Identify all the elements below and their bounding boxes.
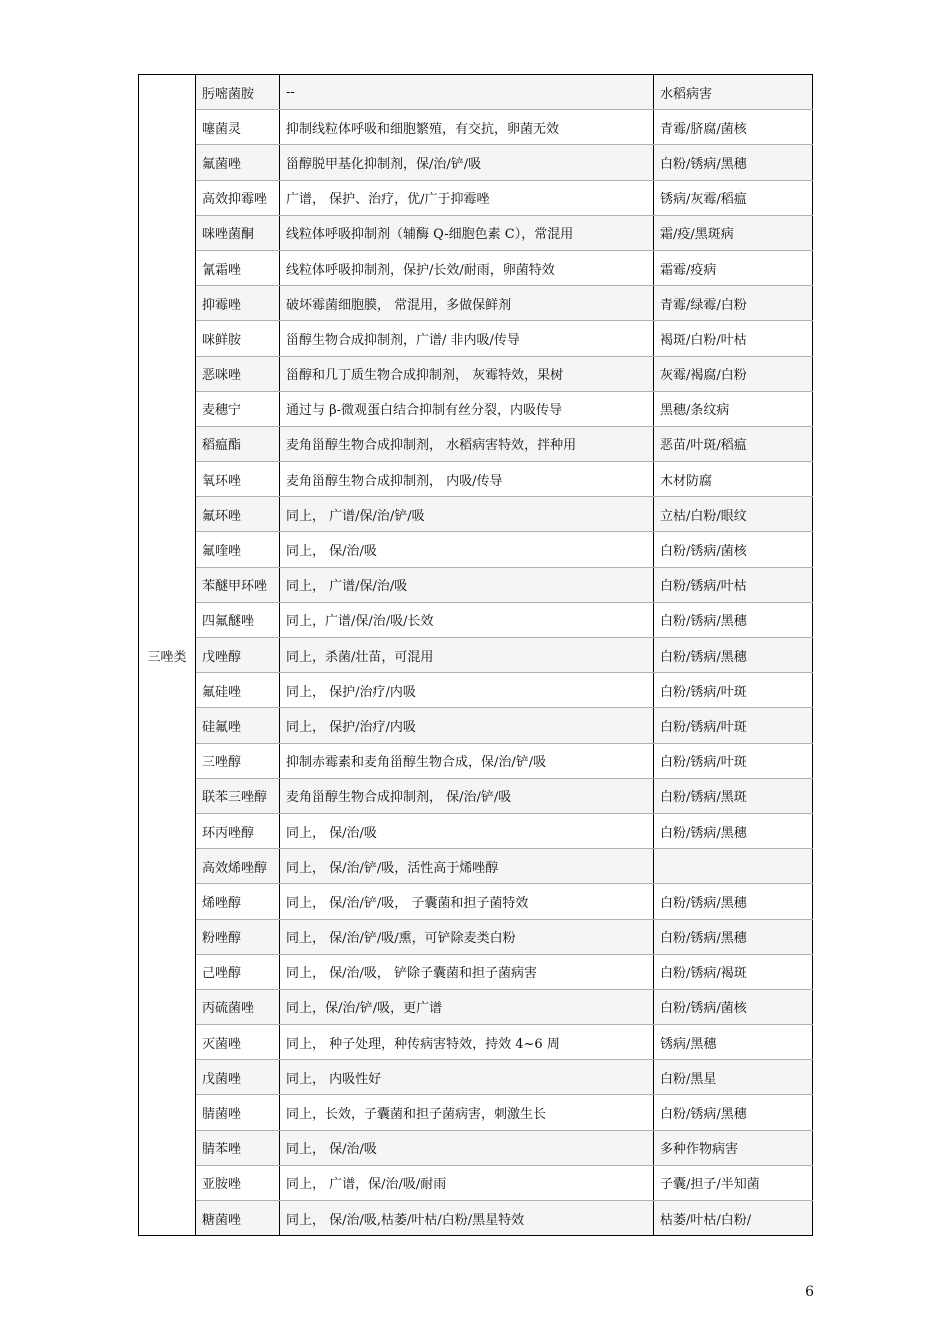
target-disease-cell: 白粉/锈病/叶枯 <box>654 567 813 602</box>
fungicide-name-cell: 灭菌唑 <box>196 1025 280 1060</box>
fungicide-name-cell: 抑霉唑 <box>196 286 280 321</box>
target-disease-cell: 锈病/灰霉/稻瘟 <box>654 180 813 215</box>
target-disease-cell: 木材防腐 <box>654 462 813 497</box>
table-row <box>139 180 813 215</box>
target-disease-cell: 黑穗/条纹病 <box>654 391 813 426</box>
target-disease-cell: 青霉/绿霉/白粉 <box>654 286 813 321</box>
mode-of-action-cell: 抑制赤霉素和麦角甾醇生物合成，保/治/铲/吸 <box>280 743 654 778</box>
mode-of-action-cell: 同上， 内吸性好 <box>280 1060 654 1095</box>
mode-of-action-cell: 同上， 保护/治疗/内吸 <box>280 673 654 708</box>
table-row <box>139 954 813 989</box>
table-row <box>139 1130 813 1165</box>
table-row <box>139 215 813 250</box>
fungicide-name-cell: 稻瘟酯 <box>196 426 280 461</box>
table-row <box>139 110 813 145</box>
target-disease-cell: 水稻病害 <box>654 75 813 110</box>
mode-of-action-cell: 同上，保/治/铲/吸，更广谱 <box>280 989 654 1024</box>
mode-of-action-cell: 同上， 保/治/吸 <box>280 532 654 567</box>
target-disease-cell: 霜/疫/黑斑病 <box>654 215 813 250</box>
fungicide-name-cell: 戊唑醇 <box>196 638 280 673</box>
fungicide-name-cell: 环丙唑醇 <box>196 813 280 848</box>
target-disease-cell: 白粉/锈病/黑穗 <box>654 145 813 180</box>
table-row <box>139 1025 813 1060</box>
fungicide-name-cell: 三唑醇 <box>196 743 280 778</box>
target-disease-cell: 白粉/锈病/叶斑 <box>654 673 813 708</box>
mode-of-action-cell: 麦角甾醇生物合成抑制剂， 内吸/传导 <box>280 462 654 497</box>
table-row <box>139 1060 813 1095</box>
mode-of-action-cell: 同上， 保/治/吸,枯萎/叶枯/白粉/黑星特效 <box>280 1201 654 1236</box>
table-row <box>139 602 813 637</box>
table-row <box>139 813 813 848</box>
target-disease-cell: 白粉/锈病/黑穗 <box>654 813 813 848</box>
mode-of-action-cell: 同上， 保/治/吸 <box>280 813 654 848</box>
mode-of-action-cell: 同上， 保/治/吸 <box>280 1130 654 1165</box>
table-row <box>139 145 813 180</box>
mode-of-action-cell: 同上， 保/治/铲/吸，活性高于烯唑醇 <box>280 849 654 884</box>
mode-of-action-cell: 同上， 保/治/铲/吸， 子囊菌和担子菌特效 <box>280 884 654 919</box>
target-disease-cell: 白粉/锈病/菌核 <box>654 989 813 1024</box>
fungicide-name-cell: 腈苯唑 <box>196 1130 280 1165</box>
mode-of-action-cell: 破坏霉菌细胞膜， 常混用，多做保鲜剂 <box>280 286 654 321</box>
table-row <box>139 1201 813 1236</box>
mode-of-action-cell: 甾醇脱甲基化抑制剂，保/治/铲/吸 <box>280 145 654 180</box>
target-disease-cell: 霜霉/疫病 <box>654 250 813 285</box>
table-row <box>139 1165 813 1200</box>
mode-of-action-cell: 抑制线粒体呼吸和细胞繁殖，有交抗，卵菌无效 <box>280 110 654 145</box>
fungicide-name-cell: 丙硫菌唑 <box>196 989 280 1024</box>
table-row <box>139 286 813 321</box>
fungicide-name-cell: 咪唑菌酮 <box>196 215 280 250</box>
fungicide-name-cell: 噻菌灵 <box>196 110 280 145</box>
table-row <box>139 356 813 391</box>
category-cell: 三唑类 <box>139 75 196 1236</box>
target-disease-cell: 白粉/锈病/菌核 <box>654 532 813 567</box>
table-row <box>139 567 813 602</box>
table-body <box>139 75 813 1236</box>
table-row <box>139 250 813 285</box>
mode-of-action-cell: 线粒体呼吸抑制剂（辅酶 Q-细胞色素 C），常混用 <box>280 215 654 250</box>
target-disease-cell: 白粉/锈病/叶斑 <box>654 708 813 743</box>
fungicide-name-cell: 粉唑醇 <box>196 919 280 954</box>
fungicide-name-cell: 高效烯唑醇 <box>196 849 280 884</box>
target-disease-cell: 褐斑/白粉/叶枯 <box>654 321 813 356</box>
target-disease-cell: 青霉/脐腐/菌核 <box>654 110 813 145</box>
fungicide-name-cell: 己唑醇 <box>196 954 280 989</box>
fungicide-name-cell: 肟嘧菌胺 <box>196 75 280 110</box>
table-row <box>139 743 813 778</box>
fungicide-name-cell: 高效抑霉唑 <box>196 180 280 215</box>
fungicide-name-cell: 亚胺唑 <box>196 1165 280 1200</box>
target-disease-cell <box>654 849 813 884</box>
target-disease-cell: 多种作物病害 <box>654 1130 813 1165</box>
target-disease-cell: 白粉/锈病/黑穗 <box>654 602 813 637</box>
target-disease-cell: 白粉/黑星 <box>654 1060 813 1095</box>
table-row <box>139 462 813 497</box>
mode-of-action-cell: -- <box>280 75 654 110</box>
mode-of-action-cell: 同上，广谱/保/治/吸/长效 <box>280 602 654 637</box>
fungicide-name-cell: 氟菌唑 <box>196 145 280 180</box>
mode-of-action-cell: 同上， 保/治/铲/吸/熏，可铲除麦类白粉 <box>280 919 654 954</box>
target-disease-cell: 白粉/锈病/黑穗 <box>654 884 813 919</box>
fungicide-name-cell: 氟喹唑 <box>196 532 280 567</box>
table-row <box>139 391 813 426</box>
mode-of-action-cell: 广谱， 保护、治疗，优/广于抑霉唑 <box>280 180 654 215</box>
target-disease-cell: 白粉/锈病/黑斑 <box>654 778 813 813</box>
fungicide-name-cell: 氟硅唑 <box>196 673 280 708</box>
target-disease-cell: 白粉/锈病/叶斑 <box>654 743 813 778</box>
fungicide-name-cell: 糖菌唑 <box>196 1201 280 1236</box>
mode-of-action-cell: 同上， 种子处理，种传病害特效，持效 4~6 周 <box>280 1025 654 1060</box>
table-row <box>139 638 813 673</box>
fungicide-name-cell: 麦穗宁 <box>196 391 280 426</box>
mode-of-action-cell: 同上，杀菌/壮苗，可混用 <box>280 638 654 673</box>
table-row <box>139 426 813 461</box>
table-row <box>139 497 813 532</box>
table-row <box>139 778 813 813</box>
mode-of-action-cell: 线粒体呼吸抑制剂，保护/长效/耐雨，卵菌特效 <box>280 250 654 285</box>
table-row <box>139 849 813 884</box>
table-row <box>139 321 813 356</box>
mode-of-action-cell: 同上，长效，子囊菌和担子菌病害，刺激生长 <box>280 1095 654 1130</box>
fungicide-name-cell: 腈菌唑 <box>196 1095 280 1130</box>
target-disease-cell: 白粉/锈病/黑穗 <box>654 1095 813 1130</box>
table-row <box>139 673 813 708</box>
table-row <box>139 75 813 110</box>
mode-of-action-cell: 甾醇生物合成抑制剂，广谱/ 非内吸/传导 <box>280 321 654 356</box>
target-disease-cell: 灰霉/褐腐/白粉 <box>654 356 813 391</box>
target-disease-cell: 子囊/担子/半知菌 <box>654 1165 813 1200</box>
fungicide-name-cell: 硅氟唑 <box>196 708 280 743</box>
fungicide-name-cell: 氧环唑 <box>196 462 280 497</box>
table-row <box>139 919 813 954</box>
fungicide-name-cell: 四氟醚唑 <box>196 602 280 637</box>
fungicide-name-cell: 氰霜唑 <box>196 250 280 285</box>
mode-of-action-cell: 麦角甾醇生物合成抑制剂， 保/治/铲/吸 <box>280 778 654 813</box>
fungicide-name-cell: 苯醚甲环唑 <box>196 567 280 602</box>
fungicide-name-cell: 咪鲜胺 <box>196 321 280 356</box>
mode-of-action-cell: 同上， 广谱/保/治/吸 <box>280 567 654 602</box>
target-disease-cell: 白粉/锈病/黑穗 <box>654 919 813 954</box>
mode-of-action-cell: 同上， 保护/治疗/内吸 <box>280 708 654 743</box>
table-row <box>139 1095 813 1130</box>
table-row <box>139 532 813 567</box>
table-row <box>139 989 813 1024</box>
fungicide-name-cell: 恶咪唑 <box>196 356 280 391</box>
mode-of-action-cell: 同上， 广谱/保/治/铲/吸 <box>280 497 654 532</box>
mode-of-action-cell: 麦角甾醇生物合成抑制剂， 水稻病害特效，拌种用 <box>280 426 654 461</box>
fungicide-name-cell: 氟环唑 <box>196 497 280 532</box>
mode-of-action-cell: 甾醇和几丁质生物合成抑制剂， 灰霉特效，果树 <box>280 356 654 391</box>
target-disease-cell: 枯萎/叶枯/白粉/ <box>654 1201 813 1236</box>
table-row <box>139 884 813 919</box>
page-number: 6 <box>805 1284 814 1300</box>
mode-of-action-cell: 同上， 保/治/吸， 铲除子囊菌和担子菌病害 <box>280 954 654 989</box>
fungicide-table <box>138 74 813 1236</box>
target-disease-cell: 白粉/锈病/褐斑 <box>654 954 813 989</box>
fungicide-name-cell: 戊菌唑 <box>196 1060 280 1095</box>
fungicide-name-cell: 烯唑醇 <box>196 884 280 919</box>
target-disease-cell: 锈病/黑穗 <box>654 1025 813 1060</box>
target-disease-cell: 立枯/白粉/眼纹 <box>654 497 813 532</box>
fungicide-name-cell: 联苯三唑醇 <box>196 778 280 813</box>
table-row <box>139 708 813 743</box>
mode-of-action-cell: 通过与 β-微观蛋白结合抑制有丝分裂，内吸传导 <box>280 391 654 426</box>
target-disease-cell: 白粉/锈病/黑穗 <box>654 638 813 673</box>
target-disease-cell: 恶苗/叶斑/稻瘟 <box>654 426 813 461</box>
mode-of-action-cell: 同上， 广谱，保/治/吸/耐雨 <box>280 1165 654 1200</box>
